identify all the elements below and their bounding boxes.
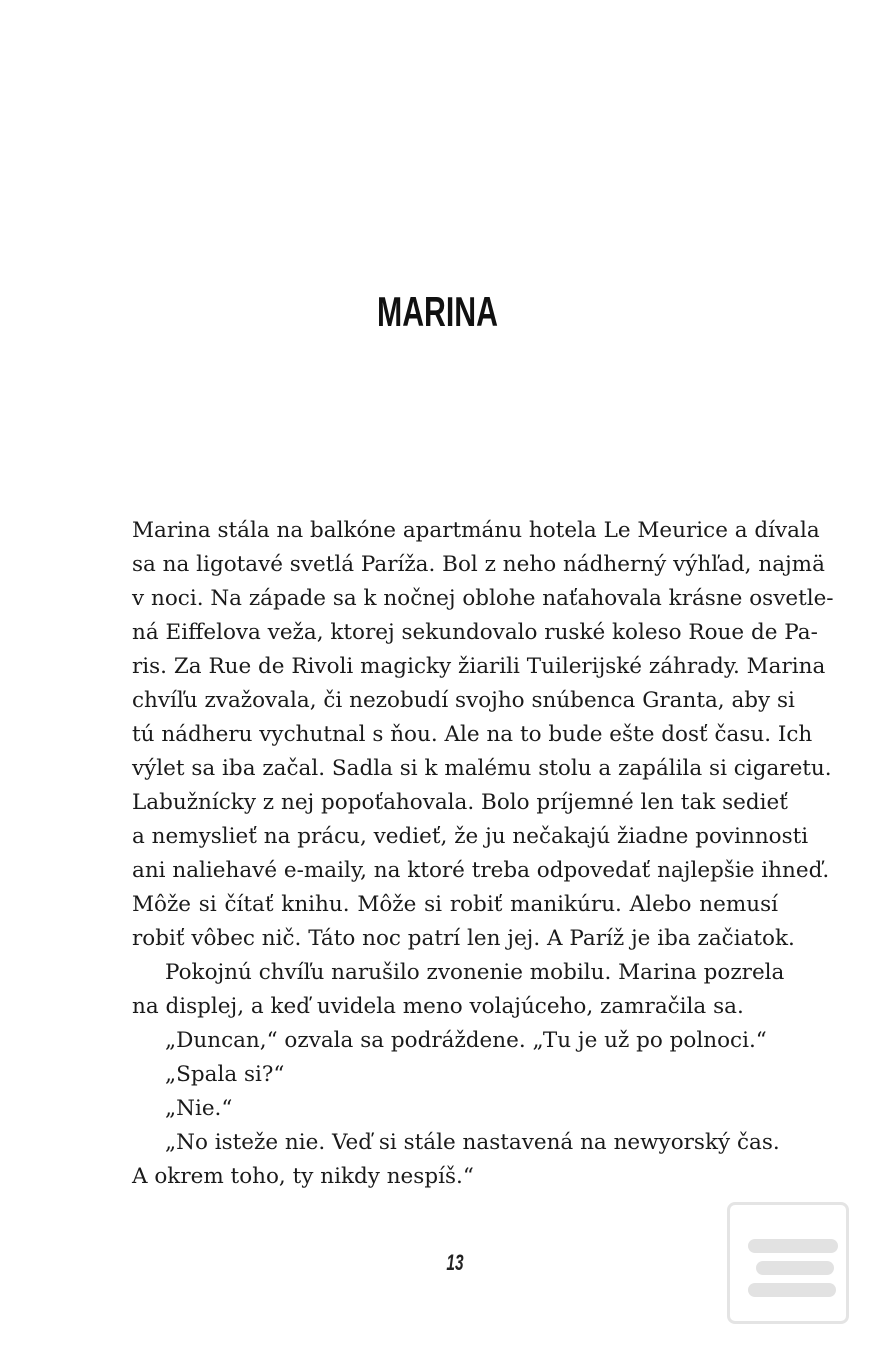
text-line: „No isteže nie. Veď si stále nastavená na newyorský čas. — [165, 1130, 780, 1155]
text-line: chvíľu zvažovala, či nezobudí svojho snúbenca Granta, aby si — [132, 688, 795, 713]
text-line: „Duncan,“ ozvala sa podráždene. „Tu je už po polnoci.“ — [165, 1028, 767, 1053]
text-line: ani naliehavé e-maily, na ktoré treba odpovedať najlepšie ihneď. — [132, 858, 830, 883]
text-line: Labužnícky z nej popoťahovala. Bolo príjemné len tak sedieť — [132, 790, 788, 815]
book-spine — [756, 1261, 834, 1275]
text-line: ris. Za Rue de Rivoli magicky žiarili Tuilerijské záhrady. Marina — [132, 654, 826, 679]
text-line: A okrem toho, ty nikdy nespíš.“ — [132, 1164, 474, 1189]
text-line: na displej, a keď uvidela meno volajúceho, zamračila sa. — [132, 994, 744, 1019]
text-line: Môže si čítať knihu. Môže si robiť manikúru. Alebo nemusí — [132, 892, 778, 917]
text-line: výlet sa iba začal. Sadla si k malému stolu a zapálila si cigaretu. — [132, 756, 832, 781]
book-spine — [748, 1239, 838, 1253]
book-spine — [748, 1283, 836, 1297]
text-line: v noci. Na západe sa k nočnej oblohe naťahovala krásne osvetle- — [132, 586, 834, 611]
text-line: Pokojnú chvíľu narušilo zvonenie mobilu. Marina pozrela — [165, 960, 785, 985]
body-text — [132, 514, 834, 1194]
page-number: 13 — [446, 1250, 464, 1275]
text-line: „Nie.“ — [165, 1096, 233, 1121]
text-line: „Spala si?“ — [165, 1062, 285, 1087]
text-line: robiť vôbec nič. Táto noc patrí len jej. A Paríž je iba začiatok. — [132, 926, 795, 951]
text-line: tú nádheru vychutnal s ňou. Ale na to bude ešte dosť času. Ich — [132, 722, 813, 747]
books-stack-icon — [727, 1202, 849, 1324]
text-line: sa na ligotavé svetlá Paríža. Bol z neho nádherný výhľad, najmä — [132, 552, 825, 577]
text-line: Marina stála na balkóne apartmánu hotela Le Meurice a dívala — [132, 518, 820, 543]
chapter-title: MARINA — [377, 288, 498, 335]
text-line: a nemyslieť na prácu, vedieť, že ju nečakajú žiadne povinnosti — [132, 824, 809, 849]
text-line: ná Eiffelova veža, ktorej sekundovalo ruské koleso Roue de Pa- — [132, 620, 818, 645]
